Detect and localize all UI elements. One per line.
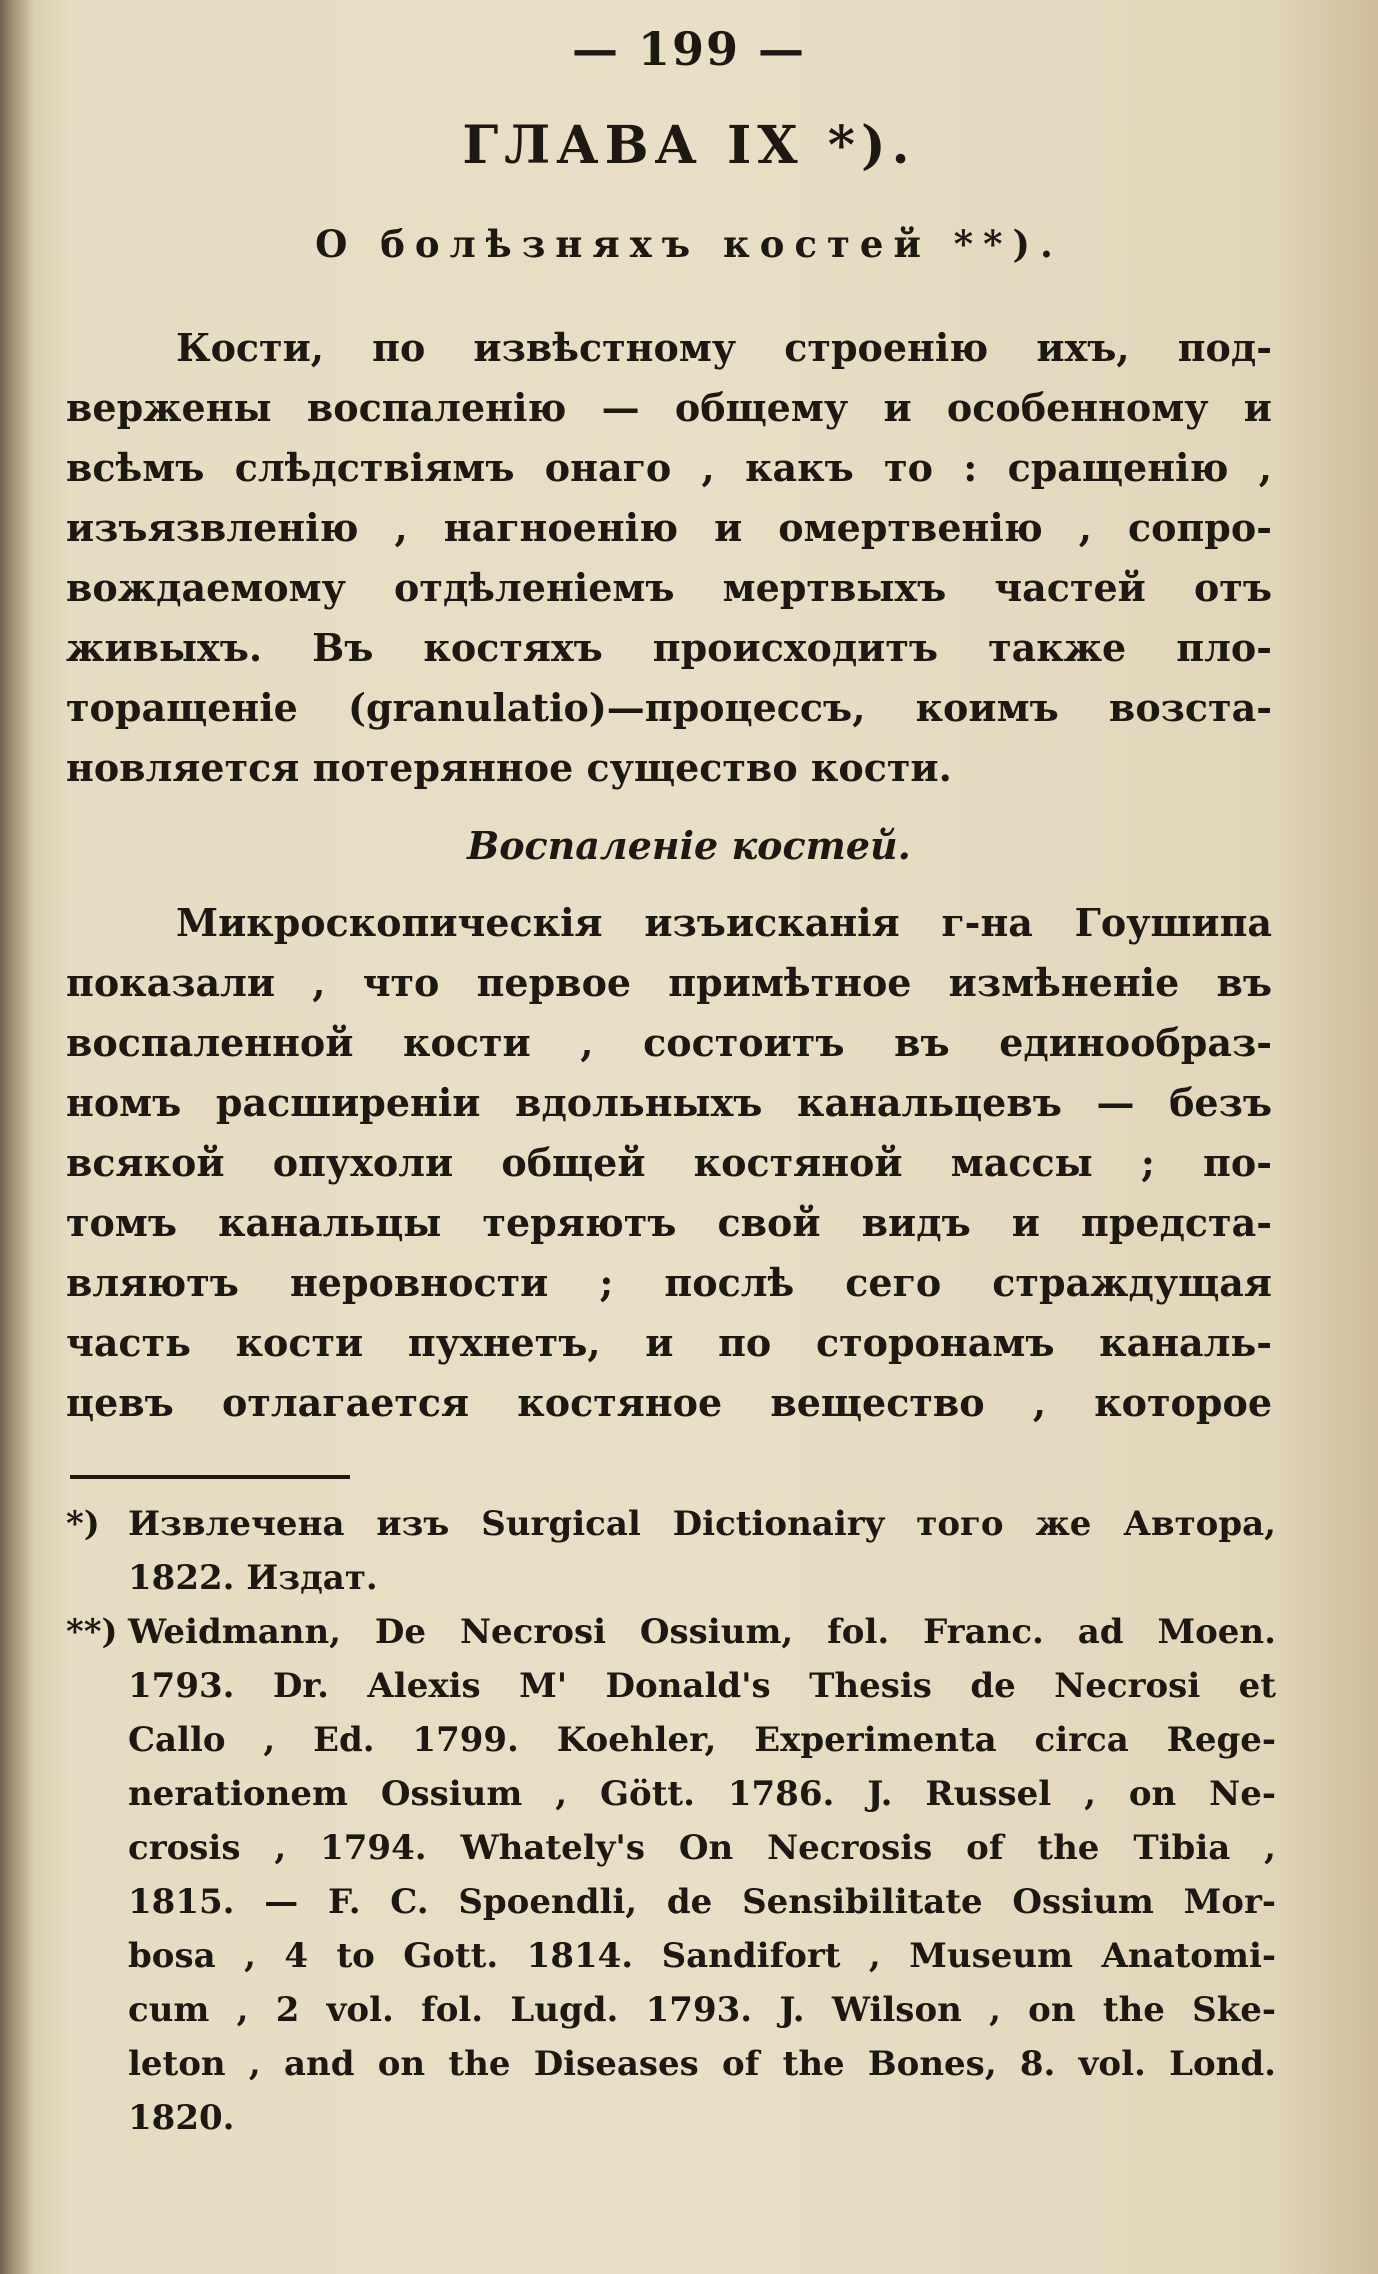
chapter-subtitle: О болѣзняхъ костей **). [315, 222, 1063, 266]
footnote-1-line: 1822. Издат. [128, 1558, 378, 1598]
paragraph-1 [66, 318, 1272, 798]
footnote-2-line: nerationem Ossium , Gött. 1786. J. Russel , on Ne- [128, 1774, 1276, 1814]
footnote-1-mark: *) [66, 1504, 100, 1544]
footnote-2-mark: **) [66, 1612, 118, 1652]
text-line: всякой опухоли общей костяной массы ; по- [66, 1140, 1272, 1185]
footnote-2-line: 1815. — F. C. Spoendli, de Sensibilitate Ossium Mor- [128, 1882, 1276, 1922]
footnotes [66, 1497, 1276, 2145]
footnote-1-text: Извлечена изъ Surgical Dictionairy того же Автора, [128, 1504, 1276, 1544]
text-line: Кости, по извѣстному строенію ихъ, под- [176, 325, 1272, 370]
text-line: вляютъ неровности ; послѣ сего страждущая [66, 1260, 1272, 1305]
text-line: тоpащеніе (granulatio)—процессъ, коимъ возста- [66, 685, 1272, 730]
footnote-2-line: 1793. Dr. Alexis M' Donald's Thesis de Necrosi et [128, 1666, 1276, 1706]
footnote-2-line: Callo , Ed. 1799. Koehler, Experimenta circa Rege- [128, 1720, 1276, 1760]
text-line: всѣмъ слѣдствіямъ онаго , какъ то : сращенію , [66, 445, 1272, 490]
text-line: новляется потерянное существо кости. [66, 745, 952, 790]
paragraph-2 [66, 893, 1272, 1433]
footnote-2-line: bosa , 4 to Gott. 1814. Sandifort , Museum Anatomi- [128, 1936, 1276, 1976]
text-line: изъязвленію , нагноенію и омертвенію , сопро- [66, 505, 1272, 550]
text-line: живыхъ. Въ костяхъ происходитъ также пло- [66, 625, 1272, 670]
text-line: номъ расширеніи вдольныхъ канальцевъ — безъ [66, 1080, 1272, 1125]
text-line: показали , что первое примѣтное измѣненіе въ [66, 960, 1272, 1005]
footnote-2-line: 1820. [128, 2098, 235, 2138]
text-line: вождаемому отдѣленіемъ мертвыхъ частей отъ [66, 565, 1272, 610]
section-heading: Воспаленіе костей. [467, 823, 911, 868]
text-line: воспаленной кости , состоитъ въ единообраз- [66, 1020, 1272, 1065]
page-gutter-shadow [0, 0, 34, 2274]
footnote-2-line [66, 1605, 1276, 1659]
text-line: часть кости пухнетъ, и по сторонамъ каналь- [66, 1320, 1272, 1365]
footnote-1-line [66, 1497, 1276, 1551]
text-line: томъ канальцы теряютъ свой видъ и предста- [66, 1200, 1272, 1245]
chapter-title: ГЛАВА IX *). [462, 115, 916, 176]
text-line: Микроскопическія изъисканія г-на Гоушипа [176, 900, 1272, 945]
footnote-2-line: leton , and on the Diseases of the Bones, 8. vol. Lond. [128, 2044, 1276, 2084]
footnote-divider [70, 1475, 350, 1479]
text-line: цевъ отлагается костяное вещество , которое [66, 1380, 1272, 1425]
footnote-2-text: Weidmann, De Necrosi Ossium, fol. Franc. ad Moen. [128, 1612, 1276, 1652]
page-number: — 199 — [571, 22, 807, 76]
text-line: вержены воспаленію — общему и особенному и [66, 385, 1272, 430]
footnote-2-line: cum , 2 vol. fol. Lugd. 1793. J. Wilson , on the Ske- [128, 1990, 1276, 2030]
footnote-2-line: crosis , 1794. Whately's On Necrosis of the Tibia , [128, 1828, 1276, 1868]
